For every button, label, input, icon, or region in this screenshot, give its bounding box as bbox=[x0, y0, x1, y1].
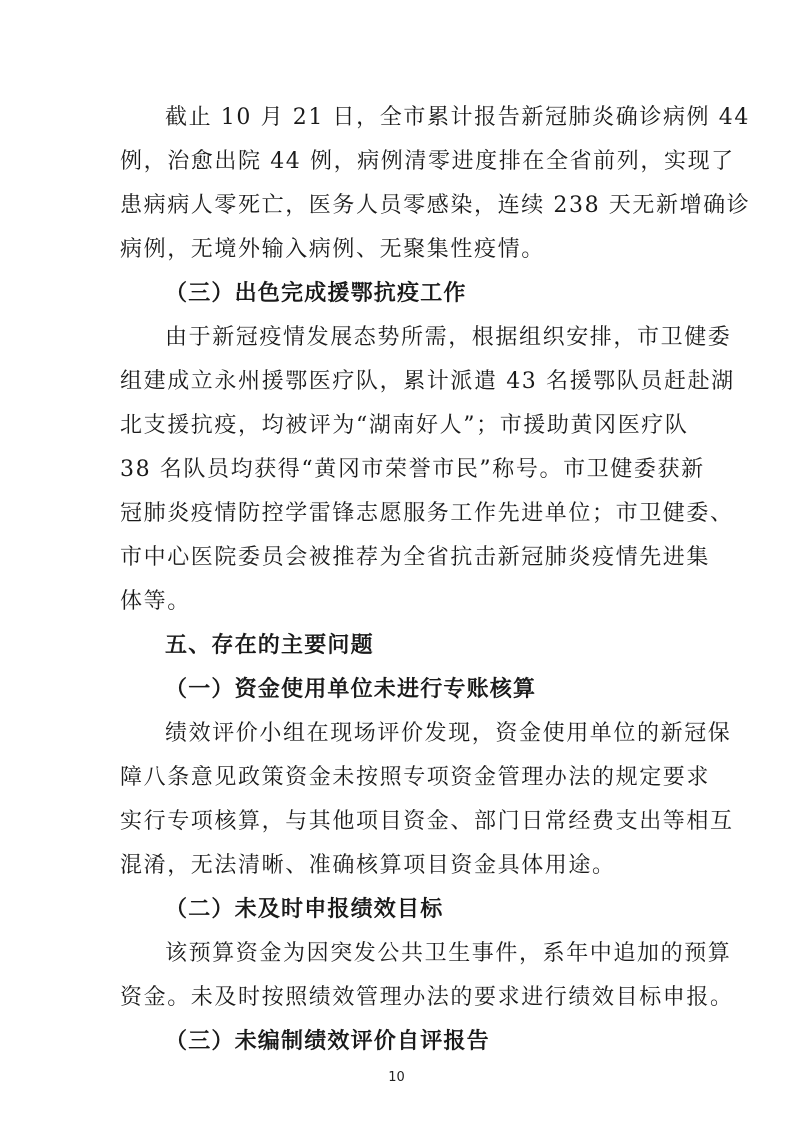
paragraph-line: 组建成立永州援鄂医疗队，累计派遣 43 名援鄂队员赶赴湖 bbox=[120, 369, 735, 394]
page-number: 10 bbox=[388, 1070, 405, 1085]
paragraph-line: 患病病人零死亡，医务人员零感染，连续 238 天无新增确诊 bbox=[120, 193, 751, 218]
paragraph-line: 38 名队员均获得“黄冈市荣誉市民”称号。市卫健委获新 bbox=[120, 457, 705, 482]
chapter-heading: 五、存在的主要问题 bbox=[165, 633, 374, 658]
paragraph-line: 截止 10 月 21 日，全市累计报告新冠肺炎确诊病例 44 bbox=[165, 105, 750, 130]
paragraph-line: 该预算资金为因突发公共卫生事件，系年中追加的预算 bbox=[165, 941, 732, 966]
paragraph-line: 绩效评价小组在现场评价发现，资金使用单位的新冠保 bbox=[165, 721, 732, 746]
section-heading: （三）未编制绩效评价自评报告 bbox=[165, 1029, 490, 1054]
paragraph-line: 资金。未及时按照绩效管理办法的要求进行绩效目标申报。 bbox=[120, 985, 734, 1010]
section-heading: （三）出色完成援鄂抗疫工作 bbox=[165, 281, 467, 306]
paragraph-line: 混淆，无法清晰、准确核算项目资金具体用途。 bbox=[120, 853, 616, 878]
paragraph-line: 北支援抗疫，均被评为“湖南好人”；市援助黄冈医疗队 bbox=[120, 413, 689, 438]
paragraph-line: 冠肺炎疫情防控学雷锋志愿服务工作先进单位；市卫健委、 bbox=[120, 501, 734, 526]
paragraph-line: 障八条意见政策资金未按照专项资金管理办法的规定要求 bbox=[120, 765, 711, 790]
paragraph-line: 病例，无境外输入病例、无聚集性疫情。 bbox=[120, 237, 545, 262]
section-heading: （一）资金使用单位未进行专账核算 bbox=[165, 677, 537, 702]
paragraph-line: 市中心医院委员会被推荐为全省抗击新冠肺炎疫情先进集 bbox=[120, 545, 711, 570]
paragraph-line: 例，治愈出院 44 例，病例清零进度排在全省前列，实现了 bbox=[120, 149, 735, 174]
section-heading: （二）未及时申报绩效目标 bbox=[165, 897, 444, 922]
paragraph-line: 实行专项核算，与其他项目资金、部门日常经费支出等相互 bbox=[120, 809, 734, 834]
paragraph-line: 由于新冠疫情发展态势所需，根据组织安排，市卫健委 bbox=[165, 325, 732, 350]
paragraph-line: 体等。 bbox=[120, 589, 191, 614]
